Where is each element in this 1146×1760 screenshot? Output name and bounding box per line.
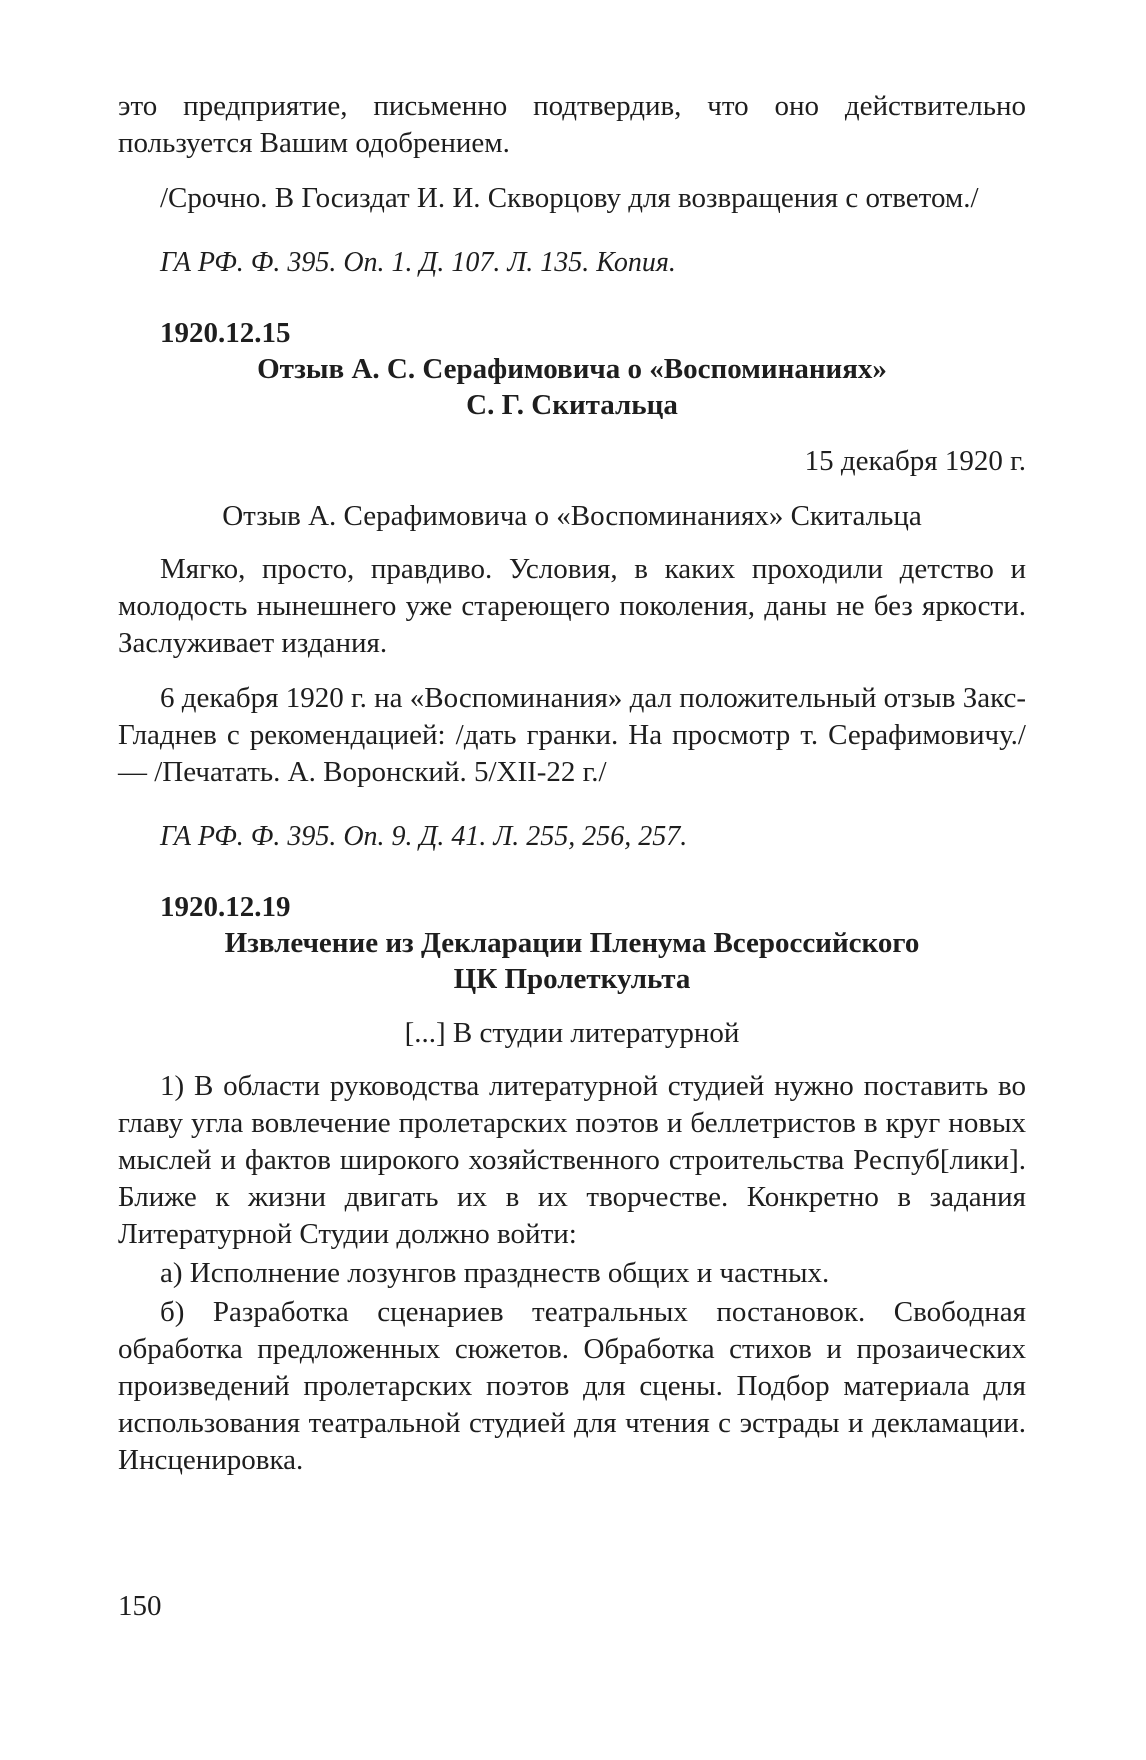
page-content — [118, 88, 1026, 1479]
archive-source: ГА РФ. Ф. 395. Оп. 1. Д. 107. Л. 135. Копия. — [160, 247, 676, 278]
review-paragraph: 6 декабря 1920 г. на «Воспоминания» дал положительный отзыв Закс-Гладнев с рекомендацией: /дать гранки. На просмотр т. Серафимовичу./ — /Печатать. А. Воронский. 5/XII-22 г./ — [118, 682, 1026, 788]
editorial-note: /Срочно. В Госиздат И. И. Скворцову для возвращения с ответом./ — [160, 182, 979, 214]
list-item: а) Исполнение лозунгов празднеств общих и частных. — [160, 1257, 830, 1289]
page-number: 150 — [118, 1590, 162, 1622]
document-date-code: 1920.12.15 — [160, 317, 291, 349]
document-title-line: Отзыв А. С. Серафимовича о «Воспоминаниях» — [257, 353, 887, 385]
section-heading: [...] В студии литературной — [404, 1017, 740, 1049]
continued-paragraph: это предприятие, письменно подтвердив, что оно действительно пользуется Вашим одобрением. — [118, 90, 1026, 159]
list-item: б) Разработка сценариев театральных постановок. Свободная обработка предложенных сюжетов. Обработка стихов и прозаических произведений пролетарских поэтов для сцены. Подбор материала для использования театральной студией для чтения с эстрады и декламации. Инсценировка. — [118, 1296, 1026, 1476]
declaration-paragraph: 1) В области руководства литературной студией нужно поставить во главу угла вовлечение пролетарских поэтов и беллетристов в круг новых мыслей и фактов широкого хозяйственного строительства Респуб[лики]. Ближе к жизни двигать их в их творчестве. Конкретно в задания Литературной Студии должно войти: — [118, 1070, 1026, 1250]
document-title-line: С. Г. Скитальца — [466, 389, 678, 421]
archive-source: ГА РФ. Ф. 395. Оп. 9. Д. 41. Л. 255, 256, 257. — [160, 821, 688, 852]
document-title-line: Извлечение из Декларации Пленума Всероссийского — [224, 927, 920, 959]
document-title-line: ЦК Пролеткульта — [453, 963, 691, 995]
document-date-code: 1920.12.19 — [160, 891, 291, 923]
review-paragraph: Мягко, просто, правдиво. Условия, в каких проходили детство и молодость нынешнего уже стареющего поколения, даны не без яркости. Заслуживает издания. — [118, 553, 1026, 659]
document-subtitle: Отзыв А. Серафимовича о «Воспоминаниях» Скитальца — [222, 500, 922, 532]
document-date: 15 декабря 1920 г. — [804, 445, 1026, 477]
